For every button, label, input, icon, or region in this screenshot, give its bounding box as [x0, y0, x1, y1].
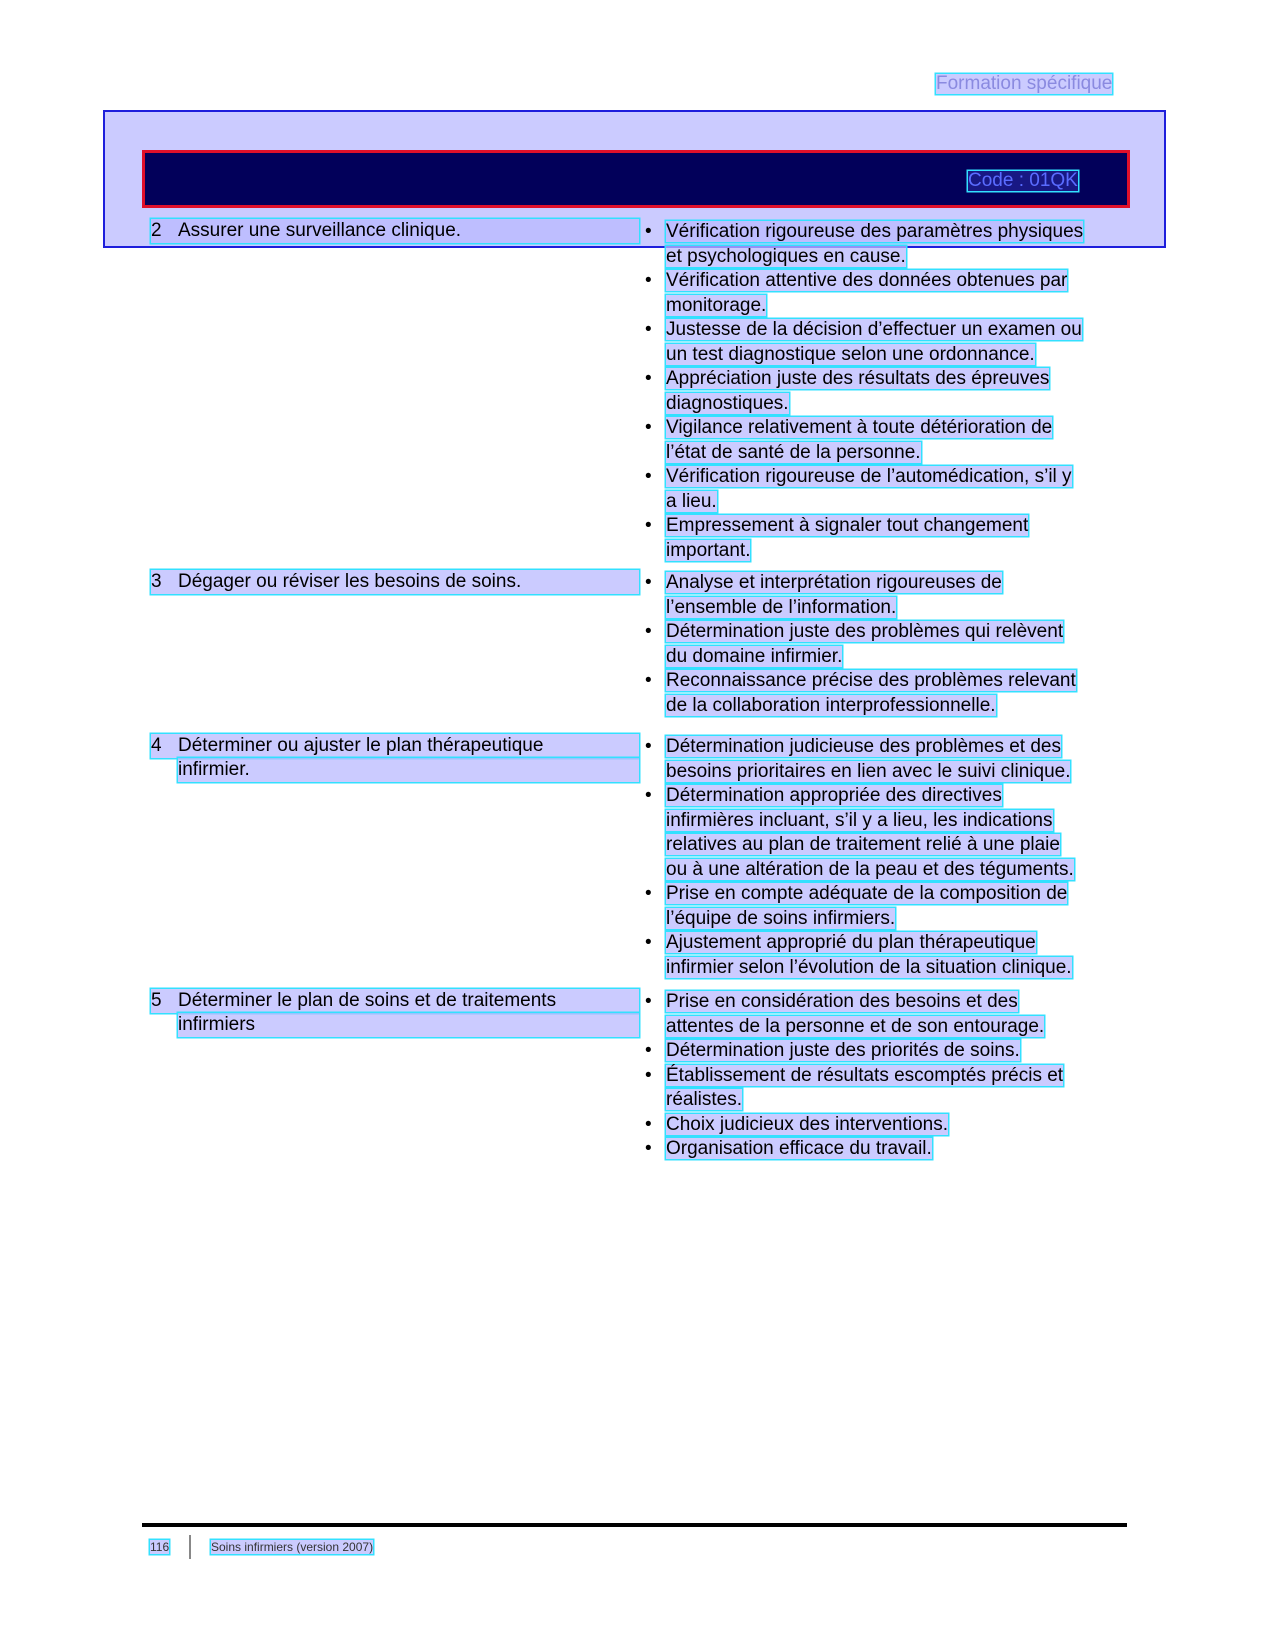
bullet-icon: •	[645, 319, 652, 340]
bullet-icon: •	[645, 417, 652, 438]
bullet-icon: •	[645, 1064, 652, 1086]
criterion-line: a lieu.	[666, 490, 717, 512]
criterion-item	[645, 669, 1125, 718]
criterion-line: besoins prioritaires en lien avec le suivi clinique.	[666, 760, 1071, 782]
criterion-line: Vérification attentive des données obtenues par	[666, 270, 1068, 291]
criterion-item	[645, 1064, 1125, 1113]
criterion-item	[645, 318, 1125, 367]
criterion-line: attentes de la personne et de son entourage.	[666, 1015, 1045, 1037]
criterion-line: du domaine infirmier.	[666, 645, 843, 667]
criterion-line: Appréciation juste des résultats des épreuves	[666, 368, 1050, 389]
bullet-icon: •	[645, 270, 652, 291]
criterion-item	[645, 269, 1125, 318]
criterion-item	[645, 1137, 1125, 1162]
criterion-line: l’état de santé de la personne.	[666, 441, 921, 463]
criterion-line: important.	[666, 539, 751, 561]
bullet-icon: •	[645, 368, 652, 389]
criterion-line: diagnostiques.	[666, 392, 789, 414]
element-number: 3	[151, 571, 162, 592]
criterion-item	[645, 416, 1125, 465]
criterion-line: l’ensemble de l’information.	[666, 596, 897, 618]
criterion-item	[645, 735, 1125, 784]
running-header: Formation spécifique	[936, 73, 1113, 94]
criterion-line: Détermination juste des priorités de soins.	[666, 1040, 1020, 1061]
performance-criteria-list	[645, 990, 1125, 1162]
criterion-item	[645, 514, 1125, 563]
competency-element	[151, 989, 639, 1037]
footer-separator	[189, 1535, 191, 1559]
criterion-line: de la collaboration interprofessionnelle.	[666, 694, 996, 716]
criterion-line: Organisation efficace du travail.	[666, 1138, 932, 1159]
bullet-icon: •	[645, 670, 652, 691]
element-number: 5	[151, 990, 162, 1011]
bullet-icon: •	[645, 883, 652, 904]
bullet-icon: •	[645, 572, 652, 593]
performance-criteria-list	[645, 735, 1125, 980]
criterion-line: infirmier selon l’évolution de la situation clinique.	[666, 956, 1072, 978]
competency-line: Dégager ou réviser les besoins de soins.	[151, 570, 639, 594]
criterion-line: ou à une altération de la peau et des téguments.	[666, 858, 1074, 880]
criterion-line: réalistes.	[666, 1089, 743, 1110]
bullet-icon: •	[645, 1040, 652, 1061]
page-number: 116	[150, 1540, 170, 1554]
criterion-item	[645, 1113, 1125, 1138]
bullet-icon: •	[645, 466, 652, 487]
competency-line: Déterminer le plan de soins et de traitements	[151, 989, 639, 1013]
criterion-line: Vigilance relativement à toute détérioration de	[666, 417, 1053, 438]
document-title: Soins infirmiers (version 2007)	[211, 1540, 374, 1554]
competency-element	[151, 570, 639, 594]
criterion-item	[645, 465, 1125, 514]
bullet-icon: •	[645, 991, 652, 1012]
criterion-item	[645, 367, 1125, 416]
criterion-line: et psychologiques en cause.	[666, 245, 906, 267]
bullet-icon: •	[645, 932, 652, 953]
bullet-icon: •	[645, 621, 652, 642]
bullet-icon: •	[645, 736, 652, 757]
criterion-item	[645, 220, 1125, 269]
criterion-line: Vérification rigoureuse des paramètres physiques	[666, 221, 1084, 242]
program-code: Code : 01QK	[968, 170, 1078, 191]
bullet-icon: •	[645, 785, 652, 806]
criterion-item	[645, 784, 1125, 882]
criterion-line: Détermination appropriée des directives	[666, 785, 1002, 806]
element-number: 4	[151, 735, 162, 756]
criterion-item	[645, 1039, 1125, 1064]
criterion-line: Reconnaissance précise des problèmes relevant	[666, 670, 1076, 691]
competency-line: Déterminer ou ajuster le plan thérapeutique	[151, 734, 639, 758]
bullet-icon: •	[645, 1138, 652, 1159]
criterion-item	[645, 882, 1125, 931]
competency-line: infirmier.	[178, 758, 639, 782]
criterion-line: infirmières incluant, s’il y a lieu, les indications	[666, 809, 1053, 831]
criterion-line: Vérification rigoureuse de l’automédication, s’il y	[666, 466, 1072, 487]
competency-line: infirmiers	[178, 1013, 639, 1037]
criterion-line: Détermination judicieuse des problèmes et des	[666, 736, 1061, 757]
criterion-item	[645, 990, 1125, 1039]
element-number: 2	[151, 220, 162, 241]
bullet-icon: •	[645, 515, 652, 536]
criterion-line: monitorage.	[666, 294, 767, 316]
competency-element	[151, 219, 639, 243]
criterion-line: Prise en considération des besoins et des	[666, 991, 1018, 1012]
criterion-line: Établissement de résultats escomptés précis et	[666, 1064, 1064, 1086]
bullet-icon: •	[645, 221, 652, 242]
performance-criteria-list	[645, 571, 1125, 718]
criterion-line: un test diagnostique selon une ordonnance.	[666, 343, 1035, 365]
performance-criteria-list	[645, 220, 1125, 563]
criterion-line: Prise en compte adéquate de la composition de	[666, 883, 1068, 904]
criterion-line: Détermination juste des problèmes qui relèvent	[666, 621, 1064, 642]
criterion-line: Justesse de la décision d’effectuer un examen ou	[666, 319, 1082, 340]
footer-rule	[142, 1523, 1127, 1527]
bullet-icon: •	[645, 1113, 652, 1135]
criterion-line: Empressement à signaler tout changement	[666, 515, 1029, 536]
criterion-line: Ajustement approprié du plan thérapeutique	[666, 932, 1036, 953]
competency-line: Assurer une surveillance clinique.	[151, 219, 639, 243]
criterion-line: l’équipe de soins infirmiers.	[666, 907, 896, 929]
criterion-item	[645, 571, 1125, 620]
criterion-item	[645, 620, 1125, 669]
criterion-line: relatives au plan de traitement relié à une plaie	[666, 834, 1060, 855]
criterion-line: Choix judicieux des interventions.	[666, 1113, 948, 1135]
criterion-item	[645, 931, 1125, 980]
criterion-line: Analyse et interprétation rigoureuses de	[666, 572, 1002, 593]
competency-element	[151, 734, 639, 782]
